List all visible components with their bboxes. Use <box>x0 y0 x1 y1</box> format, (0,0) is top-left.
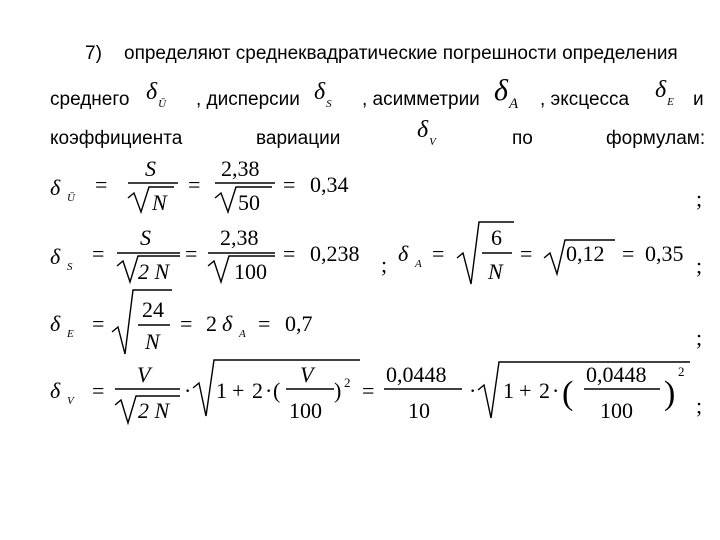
f4-dot4: · <box>552 378 560 403</box>
f2-radicand: 0,12 <box>566 241 605 266</box>
f4-big-rparen: ) <box>664 375 676 412</box>
f2-eq4: = <box>432 241 445 266</box>
delta-asymmetry-symbol: $\delta_A$ <box>494 74 519 112</box>
word-coefficient: коэффициента <box>50 128 183 149</box>
f3-eq2: = <box>180 311 193 336</box>
f3-semicolon: ; <box>696 325 703 350</box>
f1-eq3: = <box>283 172 296 197</box>
word-asymmetry: , асимметрии <box>362 89 480 110</box>
f4-dot2: · <box>265 378 273 403</box>
item-number: 7) <box>85 43 102 64</box>
f2-delta: δ <box>50 244 61 269</box>
f4-two: 2 <box>252 378 263 403</box>
f4-eq2: = <box>362 378 375 403</box>
f2-eq6: = <box>622 241 635 266</box>
f3-delta: δ <box>50 311 61 336</box>
f3-eq1: = <box>92 311 105 336</box>
f4-exp1: 2 <box>344 375 351 390</box>
f2-eq5: = <box>520 241 533 266</box>
f2-den1: 2 N <box>138 259 170 284</box>
f2-eq2: = <box>185 241 198 266</box>
f4-big-lparen: ( <box>562 375 574 412</box>
f4-eq1: = <box>92 378 105 403</box>
f4-semicolon: ; <box>696 393 703 418</box>
f1-delta: δ <box>50 175 61 200</box>
f4-den4: 100 <box>600 398 633 423</box>
f3-coef: 2 <box>206 311 217 336</box>
f3-num: 24 <box>142 297 164 322</box>
f1-den2: 50 <box>238 190 260 215</box>
word-variance: , дисперсии <box>196 89 300 110</box>
f2-semicolon: ; <box>696 253 703 278</box>
f2-num3: 6 <box>491 225 502 250</box>
f4-one: 1 <box>216 378 227 403</box>
f3-result: 0,7 <box>285 311 313 336</box>
f4-num3: 0,0448 <box>386 362 447 387</box>
f2-den3: N <box>488 259 503 284</box>
f3-eq3: = <box>258 311 271 336</box>
f4-den2: 100 <box>289 398 322 423</box>
f2-result2: 0,35 <box>645 241 684 266</box>
f1-num1: S <box>145 156 156 181</box>
f4-plus-b: + <box>519 378 532 403</box>
f1-eq1: = <box>95 172 108 197</box>
f1-result: 0,34 <box>310 172 349 197</box>
f4-num1: V <box>137 362 151 387</box>
word-by: по <box>512 128 533 149</box>
f4-exp2: 2 <box>678 364 685 379</box>
f4-den3: 10 <box>408 398 430 423</box>
word-excess: , эксцесса <box>540 89 630 110</box>
f1-delta-sub: Ū <box>67 192 75 204</box>
word-and: и <box>693 89 704 110</box>
delta-excess-symbol: $\delta_E$ <box>655 77 674 108</box>
delta-mean-symbol: $\delta_Ū$ <box>146 79 167 110</box>
f1-eq2: = <box>188 172 201 197</box>
f1-den1: N <box>152 190 167 215</box>
f1-num2: 2,38 <box>221 156 260 181</box>
word-formulas: формулам: <box>606 128 706 149</box>
intro-line-1: определяют среднеквадратические погрешности определения <box>124 43 678 64</box>
f2-num2: 2,38 <box>220 225 259 250</box>
delta-variation-symbol: $\delta_V$ <box>417 117 436 148</box>
f4-num4: 0,0448 <box>586 362 647 387</box>
f3-den: N <box>145 329 160 354</box>
f2-separator: ; <box>381 252 388 277</box>
f4-delta: δ <box>50 378 61 403</box>
word-mean: среднего <box>50 89 130 110</box>
f4-num2: V <box>300 362 314 387</box>
f4-plus: + <box>232 378 245 403</box>
f4-rparen: ) <box>334 378 342 403</box>
f2-delta-a-sub: A <box>415 258 422 270</box>
f3-delta-a-sub: A <box>239 328 246 340</box>
f1-semicolon: ; <box>696 186 703 211</box>
f4-den1: 2 N <box>138 398 170 423</box>
delta-variance-symbol: $\delta_S$ <box>314 79 332 110</box>
f2-num1: S <box>140 225 151 250</box>
f3-delta-a: δ <box>222 311 233 336</box>
f4-two-b: 2 <box>539 378 550 403</box>
f4-lparen: ( <box>273 378 281 403</box>
f4-delta-sub: V <box>67 395 74 407</box>
f4-one-b: 1 <box>503 378 514 403</box>
f2-eq3: = <box>283 241 296 266</box>
f2-den2: 100 <box>234 259 267 284</box>
f2-delta-a: δ <box>398 241 409 266</box>
f3-delta-sub: E <box>67 328 74 340</box>
f2-delta-sub: S <box>67 261 73 273</box>
f2-eq1: = <box>92 241 105 266</box>
f4-dot3: · <box>469 378 477 403</box>
f4-dot1: · <box>184 378 192 403</box>
word-variation: вариации <box>256 128 341 149</box>
f2-result: 0,238 <box>310 241 360 266</box>
